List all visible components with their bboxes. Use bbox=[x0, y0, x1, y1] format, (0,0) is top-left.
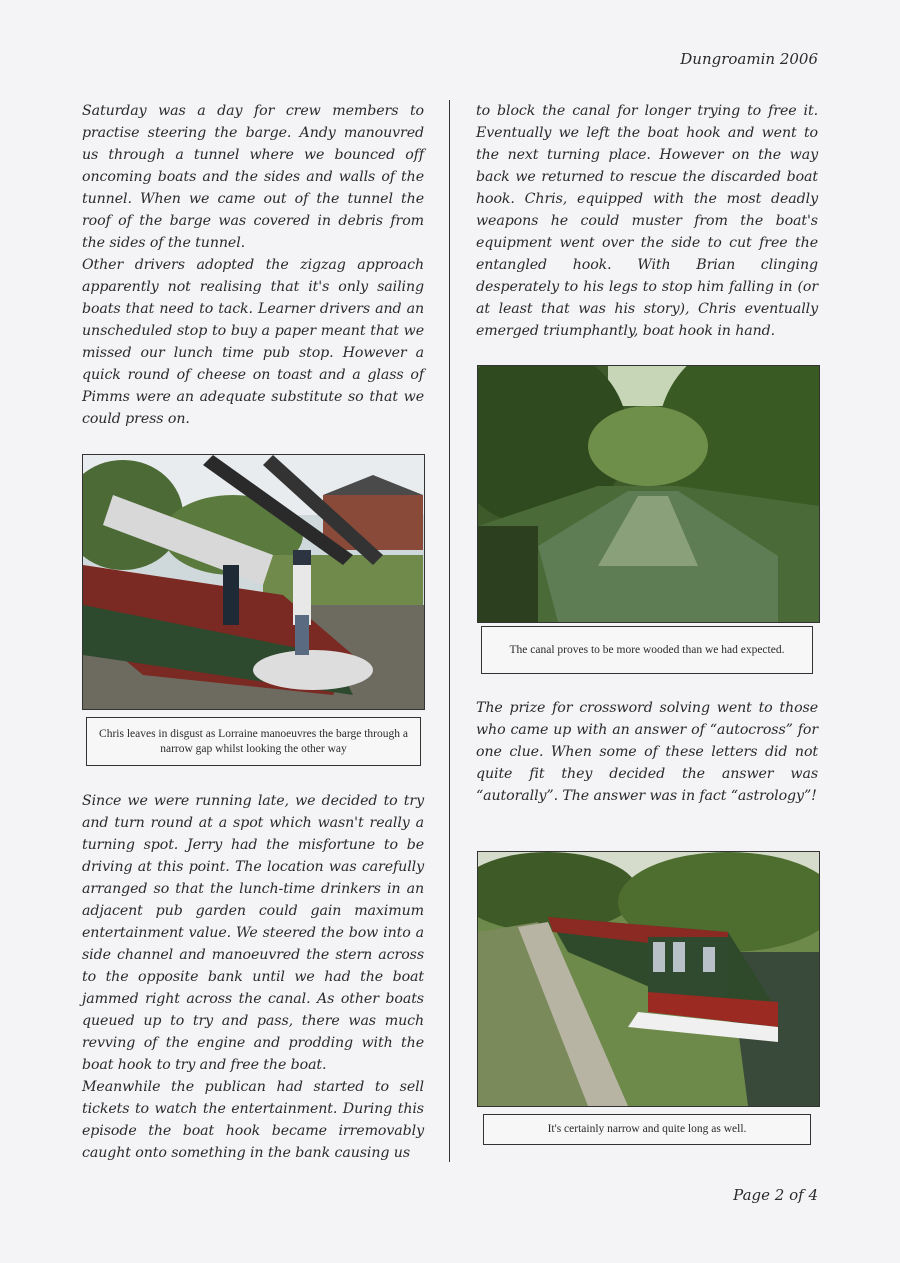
left-paragraph-1: Saturday was a day for crew members to practise steering the barge. Andy manouvred us through a tunnel where we bounced off oncoming boats and the sides and walls of the tunnel. When we came out of the tunnel the roof of the barge was covered in debris from the sides of the tunnel. bbox=[82, 103, 424, 251]
right-paragraph-2: The prize for crossword solving went to those who came up with an answer of “autocross” for one clue. When some of these letters did not quite fit they decided the answer was “autorally”. The answer was in fact “astrology”! bbox=[476, 700, 818, 804]
left-paragraph-4: Meanwhile the publican had started to sell tickets to watch the entertainment. During this episode the boat hook became irremovably caught onto something in the bank causing us bbox=[82, 1079, 424, 1161]
photo-lock-bridge bbox=[82, 454, 425, 710]
photo-caption-3: It's certainly narrow and quite long as well. bbox=[483, 1114, 811, 1145]
left-paragraph-2: Other drivers adopted the zigzag approach apparently not realising that it's only sailing boats that need to tack. Learner drivers and an unscheduled stop to buy a paper meant that we missed our lunch time pub stop. However a quick round of cheese on toast and a glass of Pimms were an adequate substitute so that we could press on. bbox=[82, 257, 424, 427]
right-paragraph-1: to block the canal for longer trying to free it. Eventually we left the boat hook and went to the next turning place. However on the way back we returned to rescue the discarded boat hook. Chris, equipped with the most deadly weapons he could muster from the boat's equipment went over the side to cut free the entangled hook. With Brian clinging desperately to his legs to stop him falling in (or at least that was his story), Chris eventually emerged triumphantly, boat hook in hand. bbox=[476, 103, 818, 339]
page-header: Dungroamin 2006 bbox=[680, 50, 818, 68]
photo-wooded-canal bbox=[477, 365, 820, 623]
photo-narrowboat bbox=[477, 851, 820, 1107]
left-column-lower bbox=[82, 790, 424, 1164]
page-number: Page 2 of 4 bbox=[733, 1186, 818, 1204]
right-column-middle bbox=[476, 697, 818, 807]
left-paragraph-3: Since we were running late, we decided to try and turn round at a spot which wasn't really a turning spot. Jerry had the misfortune to be driving at this point. The location was carefully arranged so that the lunch-time drinkers in an adjacent pub garden could gain maximum entertainment value. We steered the bow into a side channel and manoeuvred the stern across to the opposite bank until we had the boat jammed right across the canal. As other boats queued up to try and pass, there was much revving of the engine and prodding with the boat hook to try and free the boat. bbox=[82, 793, 424, 1073]
right-column bbox=[476, 100, 818, 342]
photo-caption-1: Chris leaves in disgust as Lorraine manoeuvres the barge through a narrow gap whilst looking the other way bbox=[86, 717, 421, 766]
photo-caption-2: The canal proves to be more wooded than we had expected. bbox=[481, 626, 813, 674]
left-column bbox=[82, 100, 424, 430]
column-divider bbox=[449, 100, 450, 1162]
